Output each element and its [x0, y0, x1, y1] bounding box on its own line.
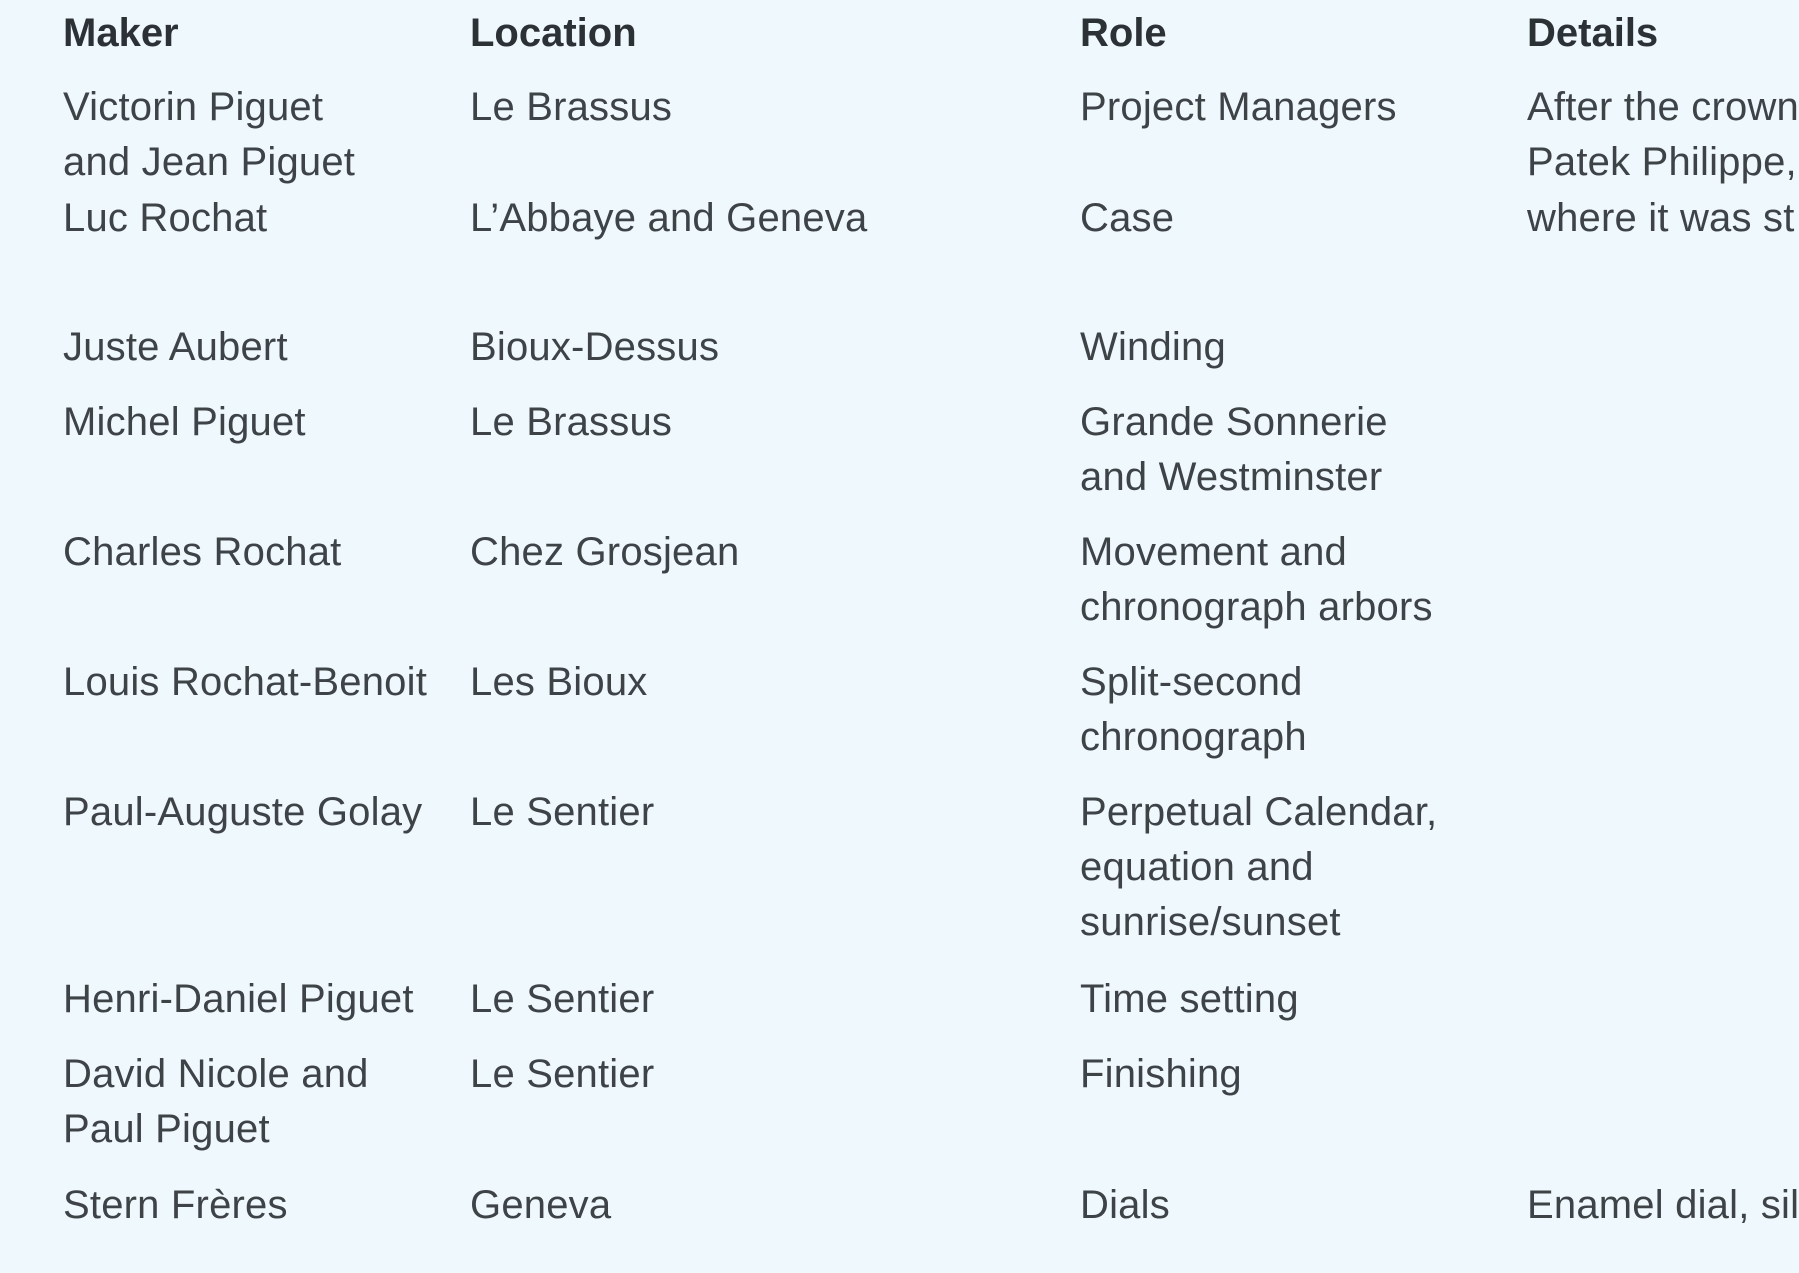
role-cell-line: Perpetual Calendar, [1080, 790, 1438, 834]
location-cell [470, 80, 1070, 135]
role-cell-line: chronograph [1080, 715, 1307, 759]
location-cell [470, 785, 1070, 840]
maker-cell-line: Paul-Auguste Golay [63, 790, 423, 834]
details-cell-line: Enamel dial, sil [1527, 1183, 1799, 1227]
header-maker: Maker [63, 11, 179, 55]
maker-cell-line: Juste Aubert [63, 325, 288, 369]
details-cell [1527, 1178, 1799, 1233]
maker-cell [63, 320, 463, 375]
role-cell [1080, 972, 1520, 1027]
maker-cell-line: Stern Frères [63, 1183, 288, 1227]
header-location: Location [470, 11, 637, 55]
role-cell-line: Finishing [1080, 1052, 1242, 1096]
role-cell-line: Time setting [1080, 977, 1299, 1021]
role-cell-line: and Westminster [1080, 455, 1383, 499]
details-cell-line: where it was st [1527, 196, 1795, 240]
location-cell [470, 395, 1070, 450]
role-cell [1080, 320, 1520, 375]
role-cell-line: Winding [1080, 325, 1226, 369]
location-cell-line: Le Brassus [470, 85, 673, 129]
location-cell-line: Le Brassus [470, 400, 673, 444]
role-cell-line: Movement and [1080, 530, 1347, 574]
location-cell [470, 320, 1070, 375]
role-cell [1080, 655, 1520, 765]
role-cell-line: Case [1080, 196, 1175, 240]
location-cell-line: Le Sentier [470, 977, 655, 1021]
role-cell [1080, 395, 1520, 505]
role-cell [1080, 785, 1520, 950]
maker-cell [63, 1178, 463, 1233]
details-cell [1527, 191, 1799, 246]
location-cell-line: Les Bioux [470, 660, 648, 704]
details-cell-line: Patek Philippe, [1527, 140, 1797, 184]
maker-cell [63, 972, 463, 1027]
role-cell-line: Dials [1080, 1183, 1170, 1227]
location-cell [470, 191, 1070, 246]
details-cell-line: After the crown [1527, 85, 1799, 129]
maker-cell [63, 191, 463, 246]
maker-cell-line: Louis Rochat-Benoit [63, 660, 428, 704]
header-role: Role [1080, 11, 1167, 55]
location-cell [470, 525, 1070, 580]
role-cell-line: equation and [1080, 845, 1314, 889]
role-cell [1080, 80, 1520, 135]
location-cell [470, 972, 1070, 1027]
role-cell [1080, 525, 1520, 635]
location-cell-line: L’Abbaye and Geneva [470, 196, 868, 240]
location-cell-line: Le Sentier [470, 1052, 655, 1096]
role-cell-line: sunrise/sunset [1080, 900, 1341, 944]
maker-cell [63, 1047, 463, 1157]
maker-cell [63, 525, 463, 580]
maker-cell-line: Charles Rochat [63, 530, 342, 574]
maker-cell-line: Paul Piguet [63, 1107, 270, 1151]
maker-cell [63, 785, 463, 840]
location-cell-line: Geneva [470, 1183, 612, 1227]
location-cell [470, 1047, 1070, 1102]
header-details: Details [1527, 11, 1659, 55]
role-cell [1080, 1178, 1520, 1233]
maker-cell-line: David Nicole and [63, 1052, 369, 1096]
role-cell-line: Project Managers [1080, 85, 1397, 129]
maker-cell [63, 395, 463, 450]
maker-cell-line: Henri-Daniel Piguet [63, 977, 414, 1021]
maker-cell-line: and Jean Piguet [63, 140, 356, 184]
maker-cell [63, 655, 463, 710]
maker-cell-line: Victorin Piguet [63, 85, 324, 129]
location-cell [470, 1178, 1070, 1233]
location-cell-line: Le Sentier [470, 790, 655, 834]
role-cell-line: Grande Sonnerie [1080, 400, 1388, 444]
location-cell-line: Bioux-Dessus [470, 325, 720, 369]
role-cell [1080, 1047, 1520, 1102]
location-cell-line: Chez Grosjean [470, 530, 740, 574]
maker-cell-line: Luc Rochat [63, 196, 268, 240]
maker-cell-line: Michel Piguet [63, 400, 306, 444]
role-cell [1080, 191, 1520, 246]
maker-cell [63, 80, 463, 190]
role-cell-line: Split-second [1080, 660, 1303, 704]
location-cell [470, 655, 1070, 710]
role-cell-line: chronograph arbors [1080, 585, 1433, 629]
details-cell [1527, 80, 1799, 190]
